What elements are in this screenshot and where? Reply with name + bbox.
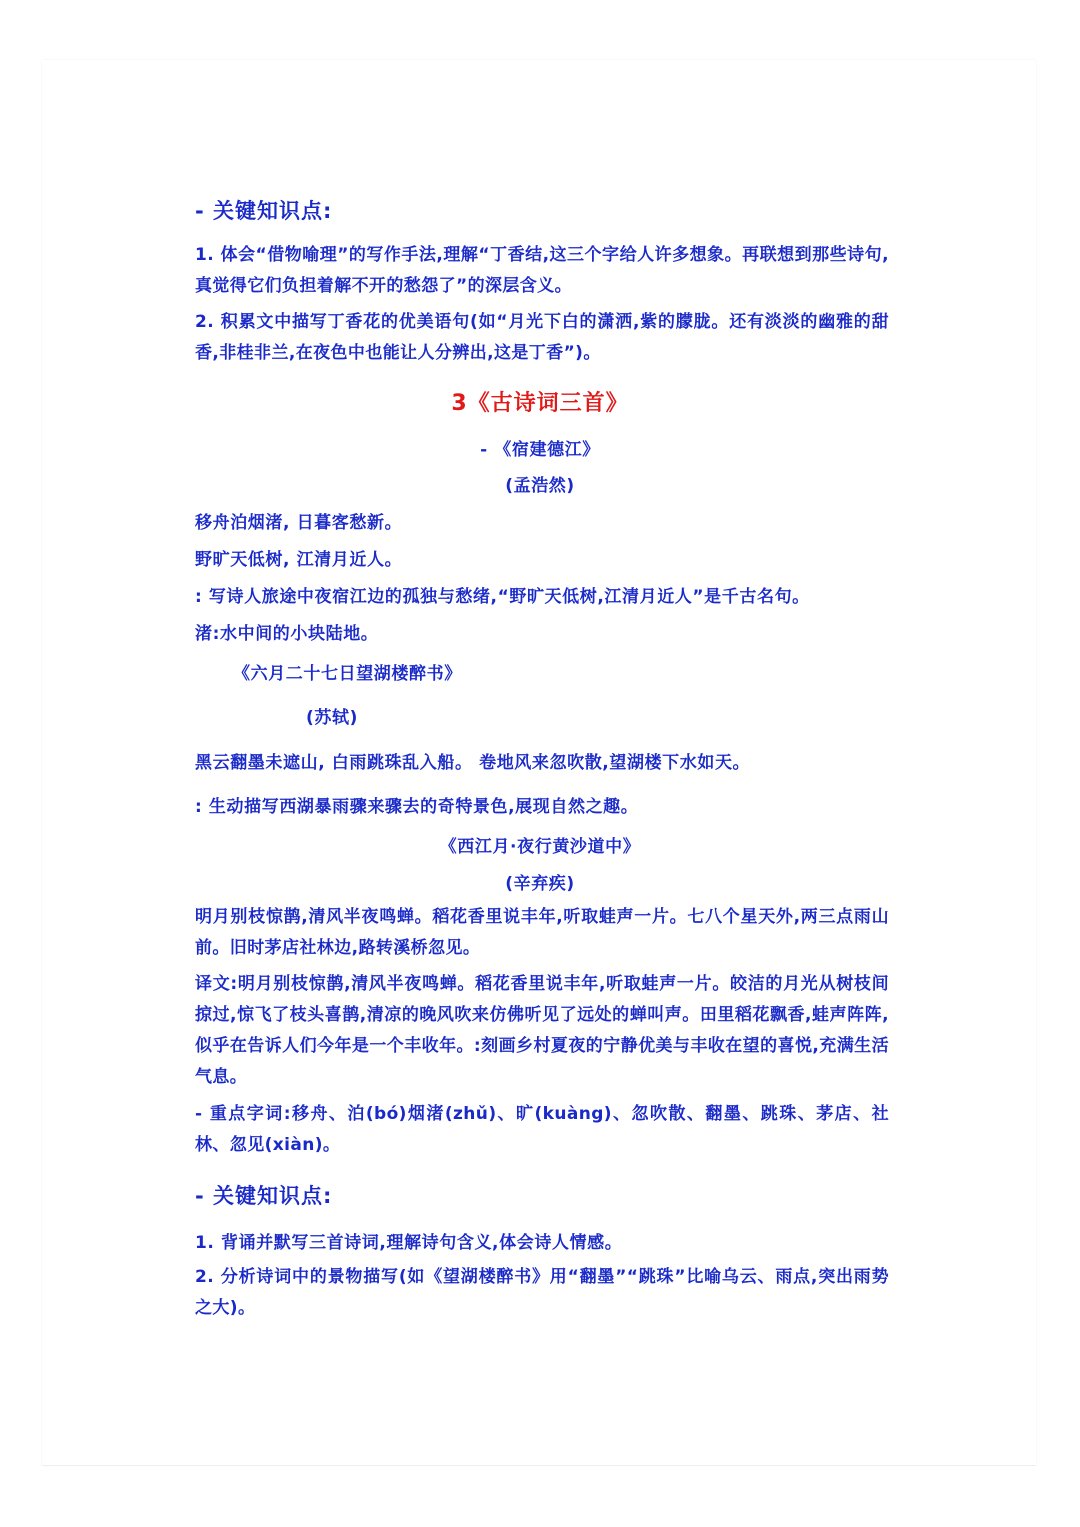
poem1-author: (孟浩然) [505,476,575,496]
section1-heading: - 关键知识点: [195,199,333,223]
poem1-title: - 《宿建德江》 [480,440,600,460]
section2-heading: - 关键知识点: [195,1184,333,1208]
poem3-text: 明月别枝惊鹊,清风半夜鸣蝉。稻花香里说丰年,听取蛙声一片。七八个星天外,两三点雨山前。旧时茅店社林边,路转溪桥忽见。 [195,907,889,958]
section2-point-1: 1. 背诵并默写三首诗词,理解诗句含义,体会诗人情感。 [195,1233,623,1253]
poem1-line-1: 移舟泊烟渚, 日暮客愁新。 [195,513,403,533]
section1-point-1: 1. 体会“借物喻理”的写作手法,理解“丁香结,这三个字给人许多想象。再联想到那些诗句,真觉得它们负担着解不开的愁怨了”的深层含义。 [195,245,889,296]
lesson-title: 3《古诗词三首》 [451,391,629,416]
poem2-text: 黑云翻墨未遮山, 白雨跳珠乱入船。 卷地风来忽吹散,望湖楼下水如天。 [195,753,751,773]
section1-point-2: 2. 积累文中描写丁香花的优美语句(如“月光下白的潇洒,紫的朦胧。还有淡淡的幽雅的甜香,非桂非兰,在夜色中也能让人分辨出,这是丁香”)。 [195,312,889,363]
poem3-translation: 译文:明月别枝惊鹊,清风半夜鸣蝉。稻花香里说丰年,听取蛙声一片。皎洁的月光从树枝间掠过,惊飞了枝头喜鹊,清凉的晚风吹来仿佛听见了远处的蝉叫声。田里稻花飘香,蛙声阵阵,似乎在告诉人们今年是一个丰收年。:刻画乡村夏夜的宁静优美与丰收在望的喜悦,充满生活气息。 [195,974,889,1087]
poem1-gloss: 渚:水中间的小块陆地。 [195,624,379,644]
poem2-note: : 生动描写西湖暴雨骤来骤去的奇特景色,展现自然之趣。 [195,797,639,817]
poem1-note: : 写诗人旅途中夜宿江边的孤独与愁绪,“野旷天低树,江清月近人”是千古名句。 [195,587,810,607]
poem3-key-words: - 重点字词:移舟、泊(bó)烟渚(zhǔ)、旷(kuàng)、忽吹散、翻墨、跳珠、茅店、社林、忽见(xiàn)。 [195,1104,889,1155]
poem1-line-2: 野旷天低树, 江清月近人。 [195,550,403,570]
section2-point-2: 2. 分析诗词中的景物描写(如《望湖楼醉书》用“翻墨”“跳珠”比喻乌云、雨点,突出雨势之大)。 [195,1267,889,1318]
poem2-title: 《六月二十七日望湖楼醉书》 [233,664,462,684]
page-bottom-border [42,1465,1036,1466]
poem3-title: 《西江月·夜行黄沙道中》 [439,837,641,857]
poem3-author: (辛弃疾) [505,874,575,894]
poem2-author: (苏轼) [306,708,358,728]
